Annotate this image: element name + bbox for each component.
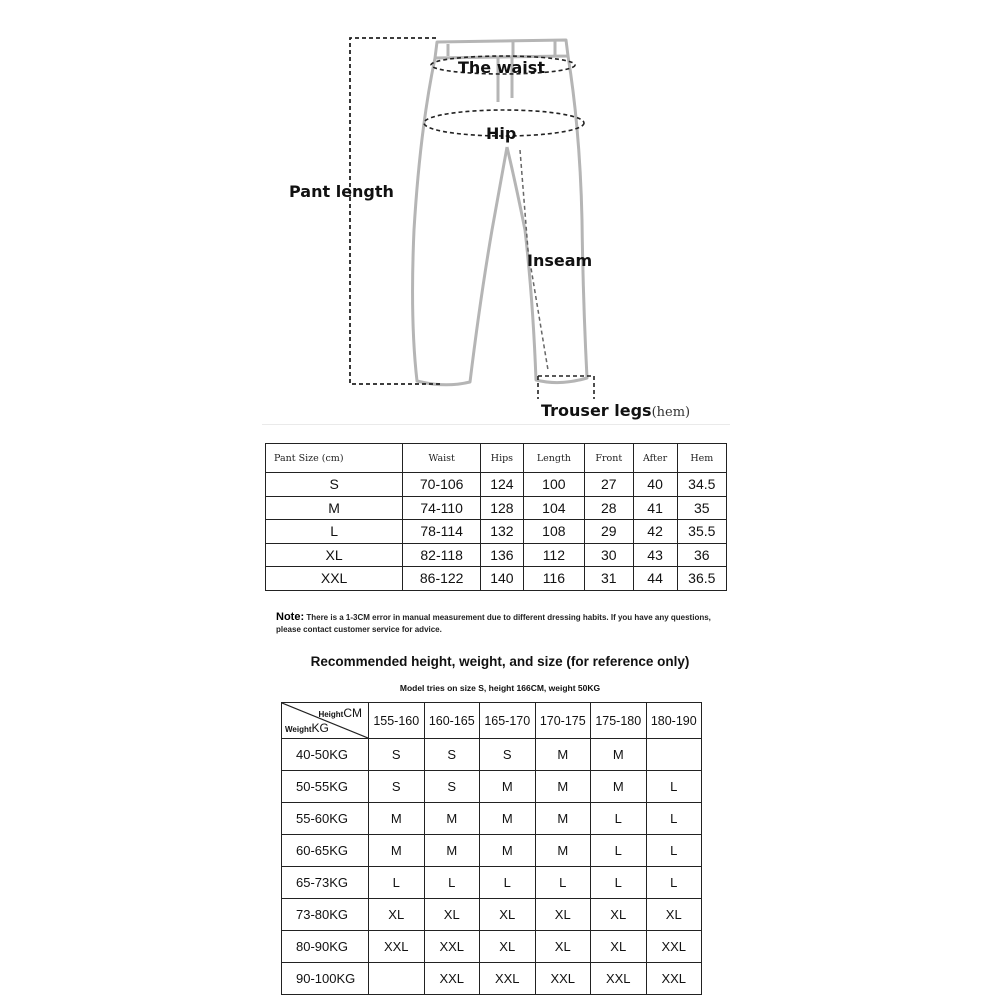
- corner-weight: [285, 721, 329, 735]
- size-cell: XL: [535, 931, 591, 963]
- size-cell: M: [369, 803, 425, 835]
- table-cell: 27: [585, 473, 634, 497]
- size-cell: XL: [646, 899, 702, 931]
- size-cell: L: [591, 867, 647, 899]
- recommend-header-row: [282, 703, 702, 739]
- size-cell: XL: [424, 899, 480, 931]
- size-cell: L: [646, 803, 702, 835]
- weight-label: 40-50KG: [282, 739, 369, 771]
- size-cell: XXL: [480, 963, 536, 995]
- header-cell: Front: [585, 444, 634, 473]
- label-inseam: Inseam: [527, 251, 593, 270]
- table-cell: 140: [481, 567, 524, 591]
- size-cell: L: [591, 835, 647, 867]
- table-cell: 86-122: [403, 567, 481, 591]
- size-cell: S: [369, 739, 425, 771]
- size-cell: L: [480, 867, 536, 899]
- size-cell: XXL: [266, 567, 403, 591]
- pants-measurement-diagram: [0, 0, 1000, 425]
- height-header: 175-180: [591, 703, 647, 739]
- size-cell: S: [266, 473, 403, 497]
- table-row: [266, 473, 727, 497]
- size-cell: L: [646, 867, 702, 899]
- table-cell: 70-106: [403, 473, 481, 497]
- size-cell: M: [266, 496, 403, 520]
- size-cell: M: [591, 739, 647, 771]
- size-cell: XXL: [369, 931, 425, 963]
- table-cell: 31: [585, 567, 634, 591]
- height-header: 155-160: [369, 703, 425, 739]
- table-cell: 132: [481, 520, 524, 544]
- size-cell: M: [535, 803, 591, 835]
- weight-label: 50-55KG: [282, 771, 369, 803]
- size-cell: M: [369, 835, 425, 867]
- size-cell: [369, 963, 425, 995]
- table-row: [282, 963, 702, 995]
- table-cell: 42: [633, 520, 677, 544]
- table-cell: 104: [523, 496, 584, 520]
- size-cell: XL: [591, 931, 647, 963]
- table-cell: 116: [523, 567, 584, 591]
- size-cell: M: [424, 803, 480, 835]
- table-row: [282, 835, 702, 867]
- size-cell: XL: [591, 899, 647, 931]
- table-row: [282, 771, 702, 803]
- height-header: 180-190: [646, 703, 702, 739]
- size-cell: S: [369, 771, 425, 803]
- table-row: [282, 899, 702, 931]
- weight-label: 65-73KG: [282, 867, 369, 899]
- table-cell: 112: [523, 543, 584, 567]
- table-cell: 28: [585, 496, 634, 520]
- size-chart-table: [265, 443, 727, 591]
- label-hem: (hem): [651, 405, 691, 420]
- table-cell: 36.5: [677, 567, 726, 591]
- table-cell: 108: [523, 520, 584, 544]
- size-cell: M: [591, 771, 647, 803]
- note-text: There is a 1-3CM error in manual measurement due to different dressing habits. If you have any questions, please contact customer service for advice.: [276, 613, 711, 634]
- table-row: [282, 931, 702, 963]
- height-header: 160-165: [424, 703, 480, 739]
- size-cell: XL: [480, 899, 536, 931]
- size-cell: XXL: [424, 931, 480, 963]
- recommend-subtitle: Model tries on size S, height 166CM, weight 50KG: [399, 683, 601, 693]
- recommend-title: Recommended height, weight, and size (for reference only): [310, 654, 690, 669]
- size-cell: S: [424, 739, 480, 771]
- table-cell: 124: [481, 473, 524, 497]
- size-cell: L: [535, 867, 591, 899]
- header-cell: Waist: [403, 444, 481, 473]
- size-cell: XXL: [535, 963, 591, 995]
- label-trouser-legs-text: Trouser legs: [541, 401, 652, 420]
- header-cell: Length: [523, 444, 584, 473]
- corner-weight-unit: KG: [311, 721, 329, 735]
- size-cell: L: [646, 835, 702, 867]
- size-cell: S: [480, 739, 536, 771]
- header-cell: After: [633, 444, 677, 473]
- size-cell: L: [646, 771, 702, 803]
- table-cell: 35: [677, 496, 726, 520]
- size-cell: M: [480, 803, 536, 835]
- measurement-note: [276, 611, 736, 636]
- table-cell: 30: [585, 543, 634, 567]
- weight-label: 55-60KG: [282, 803, 369, 835]
- recommend-size-table: [281, 702, 702, 995]
- size-cell: XL: [369, 899, 425, 931]
- size-cell: L: [591, 803, 647, 835]
- table-cell: 35.5: [677, 520, 726, 544]
- weight-label: 73-80KG: [282, 899, 369, 931]
- header-cell: Hem: [677, 444, 726, 473]
- size-cell: XXL: [646, 963, 702, 995]
- size-cell: M: [535, 771, 591, 803]
- size-cell: S: [424, 771, 480, 803]
- size-cell: XXL: [591, 963, 647, 995]
- table-cell: 34.5: [677, 473, 726, 497]
- weight-label: 90-100KG: [282, 963, 369, 995]
- corner-height: [318, 706, 362, 720]
- table-cell: 100: [523, 473, 584, 497]
- table-cell: 40: [633, 473, 677, 497]
- header-cell: Pant Size (cm): [266, 444, 403, 473]
- height-header: 170-175: [535, 703, 591, 739]
- table-row: [282, 867, 702, 899]
- size-cell: M: [480, 835, 536, 867]
- label-trouser-legs: [541, 401, 690, 420]
- size-cell: XL: [535, 899, 591, 931]
- label-hip: Hip: [486, 124, 517, 143]
- label-waist: The waist: [458, 58, 545, 77]
- size-cell: L: [424, 867, 480, 899]
- size-cell: M: [424, 835, 480, 867]
- size-table-header: [266, 444, 727, 473]
- size-cell: [646, 739, 702, 771]
- note-label: Note:: [276, 611, 305, 623]
- table-row: [282, 803, 702, 835]
- table-row: [266, 543, 727, 567]
- label-pant-length: Pant length: [289, 182, 394, 201]
- size-cell: XXL: [424, 963, 480, 995]
- size-cell: M: [480, 771, 536, 803]
- size-cell: XL: [266, 543, 403, 567]
- header-cell: Hips: [481, 444, 524, 473]
- corner-height-label: Height: [318, 710, 344, 719]
- size-cell: M: [535, 835, 591, 867]
- table-cell: 82-118: [403, 543, 481, 567]
- corner-height-unit: CM: [343, 706, 362, 720]
- size-cell: L: [266, 520, 403, 544]
- table-cell: 44: [633, 567, 677, 591]
- table-cell: 128: [481, 496, 524, 520]
- size-cell: XL: [480, 931, 536, 963]
- table-cell: 43: [633, 543, 677, 567]
- table-cell: 78-114: [403, 520, 481, 544]
- table-cell: 136: [481, 543, 524, 567]
- size-cell: L: [369, 867, 425, 899]
- weight-label: 80-90KG: [282, 931, 369, 963]
- weight-label: 60-65KG: [282, 835, 369, 867]
- size-cell: XXL: [646, 931, 702, 963]
- table-cell: 41: [633, 496, 677, 520]
- table-row: [266, 496, 727, 520]
- table-cell: 29: [585, 520, 634, 544]
- size-cell: M: [535, 739, 591, 771]
- corner-weight-label: Weight: [285, 725, 312, 734]
- height-header: 165-170: [480, 703, 536, 739]
- corner-cell: [282, 703, 369, 739]
- table-row: [266, 520, 727, 544]
- table-row: [266, 567, 727, 591]
- table-row: [282, 739, 702, 771]
- table-cell: 36: [677, 543, 726, 567]
- table-cell: 74-110: [403, 496, 481, 520]
